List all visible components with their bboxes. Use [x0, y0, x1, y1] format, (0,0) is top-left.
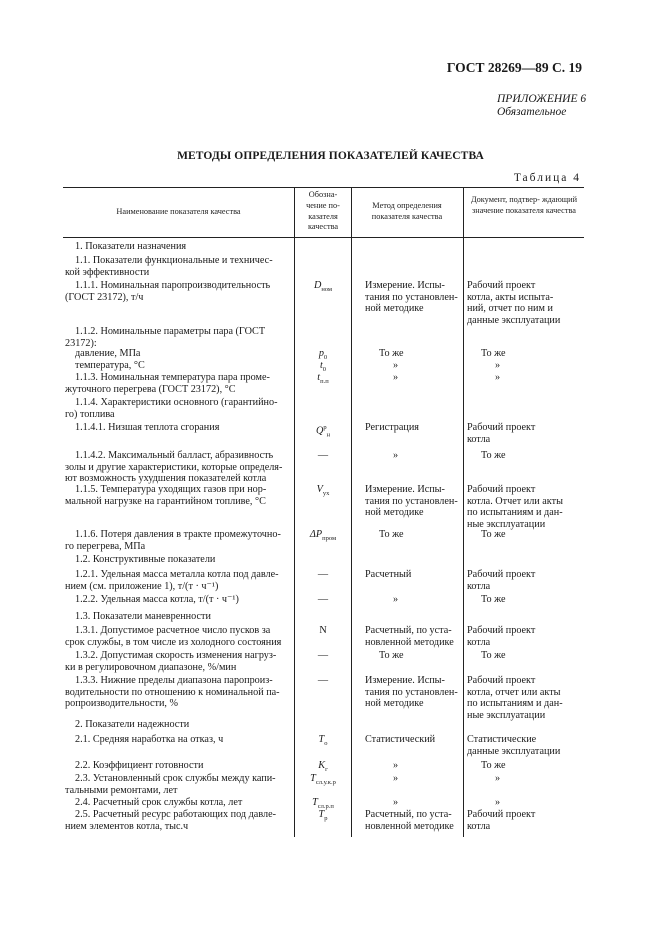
- determination-method-line: »: [393, 797, 399, 808]
- indicator-symbol: $Q^р_н$: [315, 424, 331, 439]
- determination-method-line: тания по установлен-: [365, 291, 458, 303]
- confirming-document: [467, 360, 609, 372]
- symbol-subscript: сл.у.к.р: [315, 779, 336, 787]
- determination-method-line: тания по установлен-: [365, 495, 458, 507]
- indicator-name: [65, 348, 294, 360]
- confirming-document: [467, 809, 581, 832]
- indicator-symbol: —: [317, 650, 329, 661]
- indicator-name-line: 23172):: [65, 337, 97, 349]
- indicator-symbol: $t_0$: [319, 360, 327, 374]
- indicator-name: [65, 280, 294, 303]
- determination-method: [365, 348, 475, 360]
- header-name: Наименование показателя качества: [116, 207, 241, 216]
- indicator-name: [65, 625, 294, 648]
- indicator-name-line: нием (см. приложение 1), т/(т · ч⁻¹): [65, 580, 219, 592]
- determination-method: [365, 734, 461, 746]
- confirming-document: [467, 625, 581, 648]
- symbol-subscript: н: [326, 431, 331, 439]
- indicator-name-line: кой эффективности: [65, 266, 150, 278]
- indicator-symbol: $T_{сл.р.п}$: [312, 797, 334, 811]
- indicator-symbol: N: [319, 625, 327, 636]
- confirming-document: [467, 797, 609, 809]
- determination-method: [365, 422, 461, 434]
- symbol-superscript: р: [323, 424, 327, 431]
- confirming-document: [467, 760, 595, 772]
- indicator-name-line: срок службы, в том числе из холодного состояния: [65, 636, 282, 648]
- determination-method: [365, 650, 475, 662]
- indicator-name-line: давление, МПа: [75, 348, 141, 359]
- indicator-name-line: 1. Показатели назначения: [75, 241, 187, 252]
- confirming-document-line: То же: [481, 760, 506, 771]
- indicator-name-line: 2.3. Установленный срок службы между капи-: [75, 773, 276, 784]
- determination-method-line: новленной методике: [365, 820, 454, 832]
- indicator-name-line: ки в регулировочном диапазоне, %/мин: [65, 661, 237, 673]
- symbol-subscript: сл.р.п: [317, 803, 334, 811]
- indicator-name-line: ют возможность ухудшения показателей котла: [65, 473, 267, 485]
- indicator-name-line: 2.1. Средняя наработка на отказ, ч: [75, 734, 224, 745]
- confirming-document: [467, 280, 581, 326]
- determination-method: [365, 529, 475, 541]
- determination-method-line: ной методике: [365, 303, 424, 315]
- appendix-status: Обязательное: [497, 106, 567, 118]
- indicator-name: [65, 360, 294, 372]
- determination-method-line: Расчетный, по уста-: [365, 625, 452, 636]
- symbol-subscript: 0: [323, 354, 328, 362]
- indicator-name: [65, 760, 294, 772]
- indicator-name: [65, 569, 294, 592]
- indicator-name-line: 2.2. Коэффициент готовности: [75, 760, 204, 771]
- header-symbol: Обозна- чение по- казателя качества: [306, 190, 340, 232]
- symbol-subscript: г: [325, 766, 328, 774]
- determination-method: [365, 280, 461, 315]
- indicator-name: [65, 611, 294, 623]
- confirming-document: [467, 529, 595, 541]
- indicator-name-line: 1.1.4.2. Максимальный балласт, абразивность: [75, 450, 274, 461]
- indicator-name-line: 2.5. Расчетный ресурс работающих под давле-: [75, 809, 277, 820]
- symbol-subscript: ном: [321, 286, 333, 294]
- confirming-document: [467, 650, 595, 662]
- column-divider-3: [463, 187, 464, 837]
- indicator-symbol: —: [317, 675, 329, 686]
- indicator-name: [65, 554, 294, 566]
- confirming-document-line: »: [495, 372, 501, 383]
- indicator-name-line: 1.1.1. Номинальная паропроизводительность: [75, 280, 271, 291]
- determination-method-line: новленной методике: [365, 636, 454, 648]
- confirming-document-line: То же: [481, 348, 506, 359]
- indicator-name-line: температура, °С: [75, 360, 145, 371]
- determination-method-line: »: [393, 594, 399, 605]
- confirming-document-line: »: [495, 360, 501, 371]
- indicator-symbol: $T_р$: [318, 809, 328, 823]
- indicator-name-line: 1.3.1. Допустимое расчетное число пусков за: [75, 625, 271, 636]
- confirming-document-line: котла, отчет или акты: [467, 686, 561, 698]
- determination-method-line: »: [393, 773, 399, 784]
- indicator-symbol: —: [317, 594, 329, 605]
- indicator-name: [65, 241, 294, 253]
- confirming-document-line: котла, акты испыта-: [467, 291, 554, 303]
- indicator-symbol: $T_о$: [318, 734, 328, 748]
- appendix-block: [497, 93, 586, 119]
- indicator-symbol: $V_{ух}$: [316, 484, 330, 498]
- confirming-document-line: ные эксплуатации: [467, 709, 546, 721]
- indicator-name-line: мальной нагрузке на гарантийном топливе, °С: [65, 495, 266, 507]
- symbol-subscript: 0: [322, 366, 327, 374]
- indicator-name-line: го) топлива: [65, 408, 115, 420]
- indicator-name-line: 1.3.2. Допустимая скорость изменения нагруз-: [75, 650, 277, 661]
- indicator-name-line: 1.3.3. Нижние пределы диапазона паропроиз-: [75, 675, 273, 686]
- determination-method-line: То же: [379, 348, 404, 359]
- confirming-document: [467, 569, 581, 592]
- header-bottom-rule: [63, 237, 584, 238]
- confirming-document-line: котла: [467, 820, 491, 832]
- indicator-name: [65, 484, 294, 507]
- determination-method: [365, 569, 461, 581]
- determination-method: [365, 484, 461, 519]
- confirming-document: [467, 734, 581, 757]
- table-label: Таблица 4: [513, 172, 581, 184]
- indicator-name: [65, 372, 294, 395]
- indicator-name-line: (ГОСТ 23172), т/ч: [65, 291, 144, 303]
- confirming-document-line: Рабочий проект: [467, 569, 536, 580]
- confirming-document-line: Рабочий проект: [467, 280, 536, 291]
- document-title: МЕТОДЫ ОПРЕДЕЛЕНИЯ ПОКАЗАТЕЛЕЙ КАЧЕСТВА: [177, 150, 484, 162]
- indicator-symbol: $T_{сл.у.к.р}$: [310, 773, 336, 787]
- indicator-symbol: $\Delta P_{пром}$: [309, 529, 337, 543]
- column-divider-1: [294, 187, 295, 837]
- indicator-symbol: —: [317, 450, 329, 461]
- determination-method-line: То же: [379, 529, 404, 540]
- indicator-name-line: 1.1.4. Характеристики основного (гарантийно-: [75, 397, 278, 408]
- indicator-name-line: го перегрева, МПа: [65, 540, 146, 552]
- symbol-subscript: ух: [322, 490, 330, 498]
- indicator-name: [65, 797, 294, 809]
- indicator-name: [65, 397, 294, 420]
- indicator-name-line: 1.1.5. Температура уходящих газов при нор-: [75, 484, 267, 495]
- confirming-document-line: по испытаниям и дан-: [467, 698, 563, 710]
- indicator-name-line: 1.2.2. Удельная масса котла, т/(т · ч⁻¹): [75, 594, 239, 605]
- confirming-document-line: Рабочий проект: [467, 625, 536, 636]
- indicator-name: [65, 773, 294, 796]
- page-header: ГОСТ 28269—89 С. 19: [446, 60, 582, 75]
- determination-method-line: Регистрация: [365, 422, 419, 433]
- indicator-name: [65, 719, 294, 731]
- indicator-name-line: тальными ремонтами, лет: [65, 784, 178, 796]
- confirming-document-line: данные эксплуатации: [467, 314, 561, 326]
- indicator-name: [65, 809, 294, 832]
- confirming-document-line: ные эксплуатации: [467, 518, 546, 530]
- determination-method-line: тания по установлен-: [365, 686, 458, 698]
- determination-method-line: Измерение. Испы-: [365, 280, 445, 291]
- indicator-name-line: 2.4. Расчетный срок службы котла, лет: [75, 797, 243, 808]
- confirming-document-line: Рабочий проект: [467, 675, 536, 686]
- indicator-name-line: ропроизводительности, %: [65, 698, 178, 710]
- confirming-document-line: То же: [481, 450, 506, 461]
- indicator-symbol: $p_0$: [318, 348, 328, 362]
- symbol-subscript: р: [324, 815, 328, 823]
- indicator-name-line: нием элементов котла, тыс.ч: [65, 820, 189, 832]
- confirming-document: [467, 450, 595, 462]
- determination-method-line: Расчетный, по уста-: [365, 809, 452, 820]
- determination-method-line: »: [393, 372, 399, 383]
- confirming-document-line: котла. Отчет или акты: [467, 495, 563, 507]
- symbol-subscript: о: [324, 740, 328, 748]
- confirming-document-line: котла: [467, 580, 491, 592]
- determination-method-line: »: [393, 360, 399, 371]
- indicator-name: [65, 675, 294, 710]
- determination-method-line: »: [393, 760, 399, 771]
- determination-method-line: Измерение. Испы-: [365, 675, 445, 686]
- confirming-document-line: данные эксплуатации: [467, 745, 561, 757]
- confirming-document-line: котла: [467, 433, 491, 445]
- confirming-document-line: Статистические: [467, 734, 537, 745]
- appendix-label: ПРИЛОЖЕНИЕ 6: [497, 93, 587, 105]
- confirming-document: [467, 484, 581, 530]
- determination-method-line: »: [393, 450, 399, 461]
- determination-method-line: Измерение. Испы-: [365, 484, 445, 495]
- indicator-symbol: $K_г$: [318, 760, 328, 774]
- header-method: Метод определения показателя качества: [371, 201, 443, 221]
- indicator-name-line: 2. Показатели надежности: [75, 719, 190, 730]
- confirming-document: [467, 348, 595, 360]
- indicator-name-line: золы и другие характеристики, которые определя-: [65, 461, 283, 473]
- symbol-subscript: п.п: [320, 378, 329, 386]
- determination-method: [365, 809, 461, 832]
- indicator-name: [65, 594, 294, 606]
- confirming-document-line: по испытаниям и дан-: [467, 507, 563, 519]
- confirming-document-line: »: [495, 797, 501, 808]
- indicator-symbol: $t_{п.п}$: [317, 372, 329, 386]
- confirming-document-line: Рабочий проект: [467, 809, 536, 820]
- quality-methods-table: [63, 187, 584, 837]
- indicator-name-line: 1.2.1. Удельная масса металла котла под давле-: [75, 569, 279, 580]
- indicator-name-line: 1.1.4.1. Низшая теплота сгорания: [75, 422, 220, 433]
- indicator-name-line: жуточного перегрева (ГОСТ 23172), °С: [65, 383, 236, 395]
- indicator-symbol: $D_{ном}$: [313, 280, 333, 294]
- confirming-document-line: Рабочий проект: [467, 422, 536, 433]
- table-top-rule: [63, 187, 584, 188]
- confirming-document-line: То же: [481, 650, 506, 661]
- confirming-document: [467, 422, 581, 445]
- confirming-document-line: То же: [481, 594, 506, 605]
- indicator-name-line: 1.1.2. Номинальные параметры пара (ГОСТ: [75, 326, 266, 337]
- indicator-name: [65, 734, 294, 746]
- determination-method-line: ной методике: [365, 698, 424, 710]
- indicator-name-line: водительности по отношению к номинальной па-: [65, 686, 280, 698]
- confirming-document-line: ний, отчет по ним и: [467, 303, 553, 315]
- confirming-document: [467, 594, 595, 606]
- determination-method: [365, 625, 461, 648]
- indicator-name-line: 1.1.6. Потеря давления в тракте промежуточно-: [75, 529, 281, 540]
- confirming-document: [467, 675, 581, 721]
- indicator-name: [65, 650, 294, 673]
- indicator-name: [65, 326, 294, 349]
- indicator-name-line: 1.1.3. Номинальная температура пара проме-: [75, 372, 270, 383]
- confirming-document-line: То же: [481, 529, 506, 540]
- indicator-name-line: 1.3. Показатели маневренности: [75, 611, 211, 622]
- determination-method-line: То же: [379, 650, 404, 661]
- determination-method: [365, 675, 461, 710]
- indicator-name-line: 1.1. Показатели функциональные и техничес-: [75, 255, 273, 266]
- determination-method-line: Статистический: [365, 734, 436, 745]
- indicator-name: [65, 529, 294, 552]
- confirming-document-line: »: [495, 773, 501, 784]
- symbol-subscript: пром: [322, 535, 337, 543]
- determination-method-line: Расчетный: [365, 569, 412, 580]
- column-divider-2: [351, 187, 352, 837]
- indicator-name: [65, 255, 294, 278]
- header-document: Документ, подтвер- ждающий значение показателя качества: [470, 195, 578, 215]
- confirming-document-line: Рабочий проект: [467, 484, 536, 495]
- indicator-name: [65, 450, 294, 485]
- confirming-document: [467, 773, 609, 785]
- determination-method-line: ной методике: [365, 507, 424, 519]
- indicator-name: [65, 422, 294, 434]
- indicator-symbol: —: [317, 569, 329, 580]
- confirming-document: [467, 372, 609, 384]
- indicator-name-line: 1.2. Конструктивные показатели: [75, 554, 216, 565]
- confirming-document-line: котла: [467, 636, 491, 648]
